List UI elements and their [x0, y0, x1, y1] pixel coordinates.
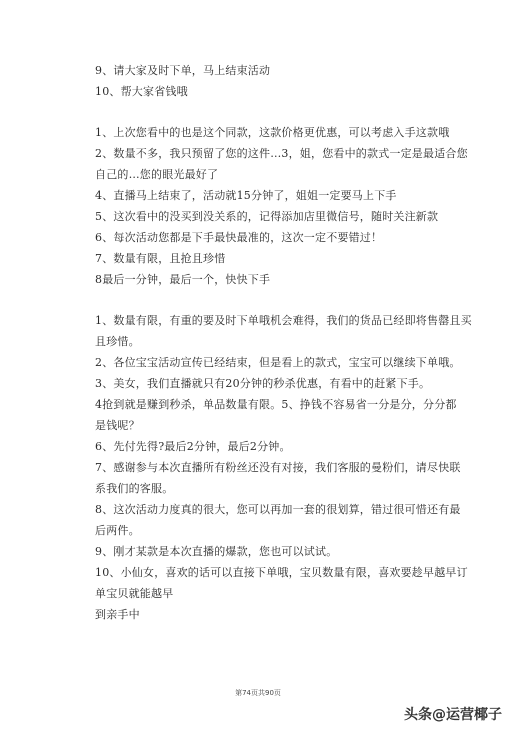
text-line: 10、小仙女，喜欢的话可以直接下单哦，宝贝数量有限，喜欢要趁早越早订 [95, 566, 468, 579]
text-line: 是钱呢？ [95, 419, 140, 432]
text-line: 8、这次活动力度真的很大，您可以再加一套的很划算，错过很可惜还有最 [95, 503, 461, 516]
page-number: 第74页共90页 [235, 689, 281, 697]
text-line: 7、感谢参与本次直播所有粉丝还没有对接，我们客服的曼粉们，请尽快联 [95, 461, 461, 474]
text-line: 10、帮大家省钱哦 [95, 85, 188, 98]
text-line: 4、直播马上结束了，活动就15分钟了，姐姐一定要马上下手 [95, 189, 397, 202]
text-line: 且珍惜。 [95, 335, 140, 348]
text-line: 6、先付先得?最后2分钟，最后2分钟。 [95, 440, 291, 453]
text-line: 9、刚才某款是本次直播的爆款，您也可以试试。 [95, 545, 338, 558]
text-line: 5、这次看中的没买到没关系的，记得添加店里微信号，随时关注新款 [95, 210, 439, 223]
text-line: 6、每次活动您都是下手最快最准的，这次一定不要错过！ [95, 231, 383, 244]
text-line: 9、请大家及时下单，马上结束活动 [95, 64, 271, 77]
text-line: 后两件。 [95, 524, 140, 537]
text-line: 4抢到就是赚到秒杀，单品数量有限。5、挣钱不容易省一分是分，分分都 [95, 398, 457, 411]
text-line: 2、数量不多，我只预留了您的这件…3，姐，您看中的款式一定是最适合您 [95, 147, 468, 160]
text-line: 自己的…您的眼光最好了 [95, 168, 219, 181]
text-line: 1、上次您看中的也是这个同款，这款价格更优惠，可以考虑入手这款哦 [95, 126, 450, 139]
text-line: 单宝贝就能越早 [95, 587, 174, 600]
text-line: 7、数量有限，且抢且珍惜 [95, 252, 226, 265]
text-line: 系我们的客服。 [95, 482, 174, 495]
text-line: 1、数量有限，有重的要及时下单哦机会难得，我们的货品已经即将售罄且买 [95, 314, 472, 327]
text-line: 3、美女，我们直播就只有20分钟的秒杀优惠，有看中的赶紧下手。 [95, 377, 431, 390]
watermark: 头条@运营椰子 [404, 707, 502, 723]
text-line: 8最后一分钟，最后一个，快快下手 [95, 273, 271, 286]
text-line: 2、各位宝宝活动宣传已经结束，但是看上的款式，宝宝可以继续下单哦。 [95, 356, 461, 369]
text-line: 到亲手中 [95, 608, 140, 621]
